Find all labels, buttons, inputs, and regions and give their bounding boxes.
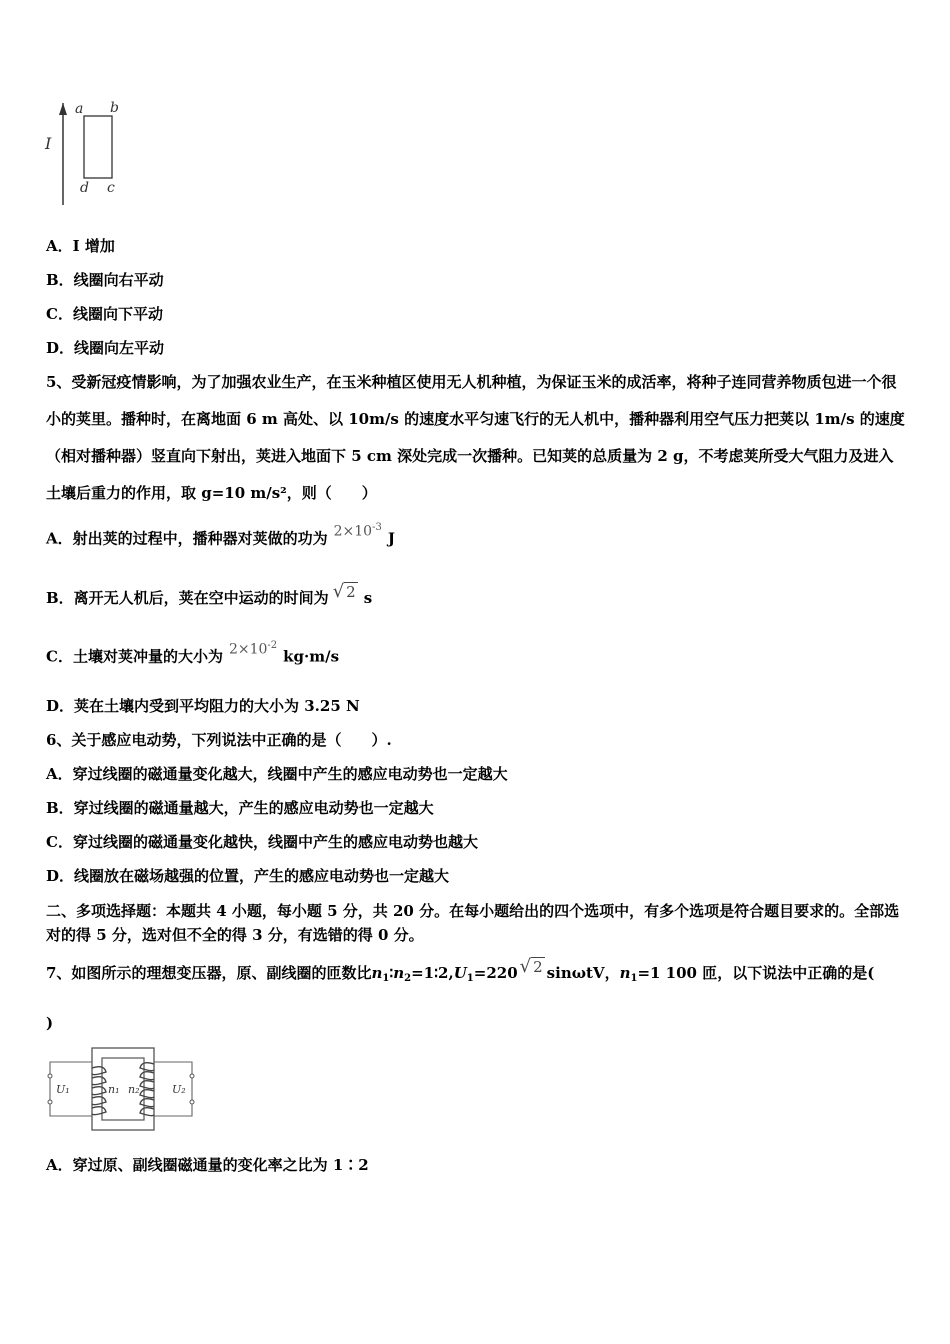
q7-option-a: A．穿过原、副线圈磁通量的变化率之比为 1∶2 — [46, 1156, 369, 1174]
q4-option-b: B．线圈向右平动 — [46, 271, 164, 289]
label-a: a — [75, 101, 84, 117]
q7-stem: 7、如图所示的理想变压器，原、副线圈的匝数比$n_1∶n_2=1∶2,U_1=220$ √ 2 sinωtV，$n_1=1$ 100 匝，以下说法中正确的是( — [46, 956, 875, 984]
transformer-core-outer — [92, 1048, 154, 1130]
q4-option-d: D．线圈向左平动 — [46, 339, 165, 357]
q5-option-a-unit: J — [387, 529, 395, 548]
secondary-coil — [140, 1063, 154, 1116]
q6-option-b: B．穿过线圈的磁通量越大，产生的感应电动势也一定越大 — [46, 799, 434, 817]
secondary-terminal-top — [190, 1074, 194, 1078]
label-U1: U₁ — [56, 1083, 70, 1096]
coil-rect — [84, 116, 112, 178]
q4-option-c: C．线圈向下平动 — [46, 305, 163, 323]
q6-stem: 6、关于感应电动势，下列说法中正确的是（ ）. — [46, 731, 392, 749]
transformer-figure — [44, 1044, 196, 1134]
coil-wire-figure — [40, 95, 130, 210]
primary-terminal-top — [48, 1074, 52, 1078]
q4-option-a: A．I 增加 — [46, 237, 115, 255]
q7-stem-close: ) — [46, 1014, 54, 1032]
q7-sqrt: √ 2 — [519, 956, 543, 977]
q5-option-d: D．荚在土壤内受到平均阻力的大小为 3.25 N — [46, 697, 360, 715]
q5-stem: 5、受新冠疫情影响，为了加强农业生产，在玉米种植区使用无人机种植，为保证玉米的成活率，将种子连同营养物质包进一个很小的荚里。播种时，在离地面 6 m 高处、以 10m/s 的速度水平匀速飞行的无人机中，播种器利用空气压力把荚以 1m/s 的速度（相对播种器）竖直向下射出，荚进入地面下 5 cm 深处完成一次播种。已知荚的总质量为 2 g，不考虑荚所受大气阻力及进入土壤后重力的作用，取 g=10 m/s²，则（ ） — [46, 373, 905, 502]
q5-option-b-unit: s — [363, 589, 373, 607]
q5-option-b — [46, 581, 372, 607]
section2-heading: 二、多项选择题：本题共 4 小题，每小题 5 分，共 20 分。在每小题给出的四个选项中，有多个选项是符合题目要求的。全部选对的得 5 分，选对但不全的得 3 分，有选错的得 0 分。 — [46, 902, 900, 944]
q5-option-b-text: B．离开无人机后，荚在空中运动的时间为 — [46, 589, 329, 607]
q5-option-a-text: A．射出荚的过程中，播种器对荚做的功为 — [46, 529, 328, 548]
primary-terminal-bottom — [48, 1100, 52, 1104]
primary-coil — [92, 1067, 106, 1115]
label-d: d — [80, 180, 89, 196]
q5-option-c-math: $2\times 10^{-2}$ — [228, 640, 278, 658]
q6-option-a: A．穿过线圈的磁通量变化越大，线圈中产生的感应电动势也一定越大 — [46, 765, 508, 783]
q5-option-c-text: C．土壤对荚冲量的大小为 — [46, 647, 223, 666]
q5-option-a — [46, 522, 395, 548]
current-arrow-icon — [59, 103, 67, 115]
label-U2: U₂ — [172, 1083, 186, 1096]
q5-option-b-sqrt: √ 2 — [332, 581, 356, 602]
q6-option-c: C．穿过线圈的磁通量变化越快，线圈中产生的感应电动势也越大 — [46, 833, 478, 851]
label-b: b — [110, 100, 119, 116]
label-c: c — [107, 180, 115, 196]
label-n1: n₁ — [108, 1083, 120, 1096]
q5-option-c-unit: kg·m/s — [283, 647, 340, 666]
q5-option-a-math: $2\times 10^{-3}$ — [333, 522, 382, 540]
secondary-terminal-bottom — [190, 1100, 194, 1104]
label-I: I — [45, 134, 52, 153]
q6-option-d: D．线圈放在磁场越强的位置，产生的感应电动势也一定越大 — [46, 867, 450, 885]
q5-option-c — [46, 640, 339, 666]
label-n2: n₂ — [128, 1083, 140, 1096]
